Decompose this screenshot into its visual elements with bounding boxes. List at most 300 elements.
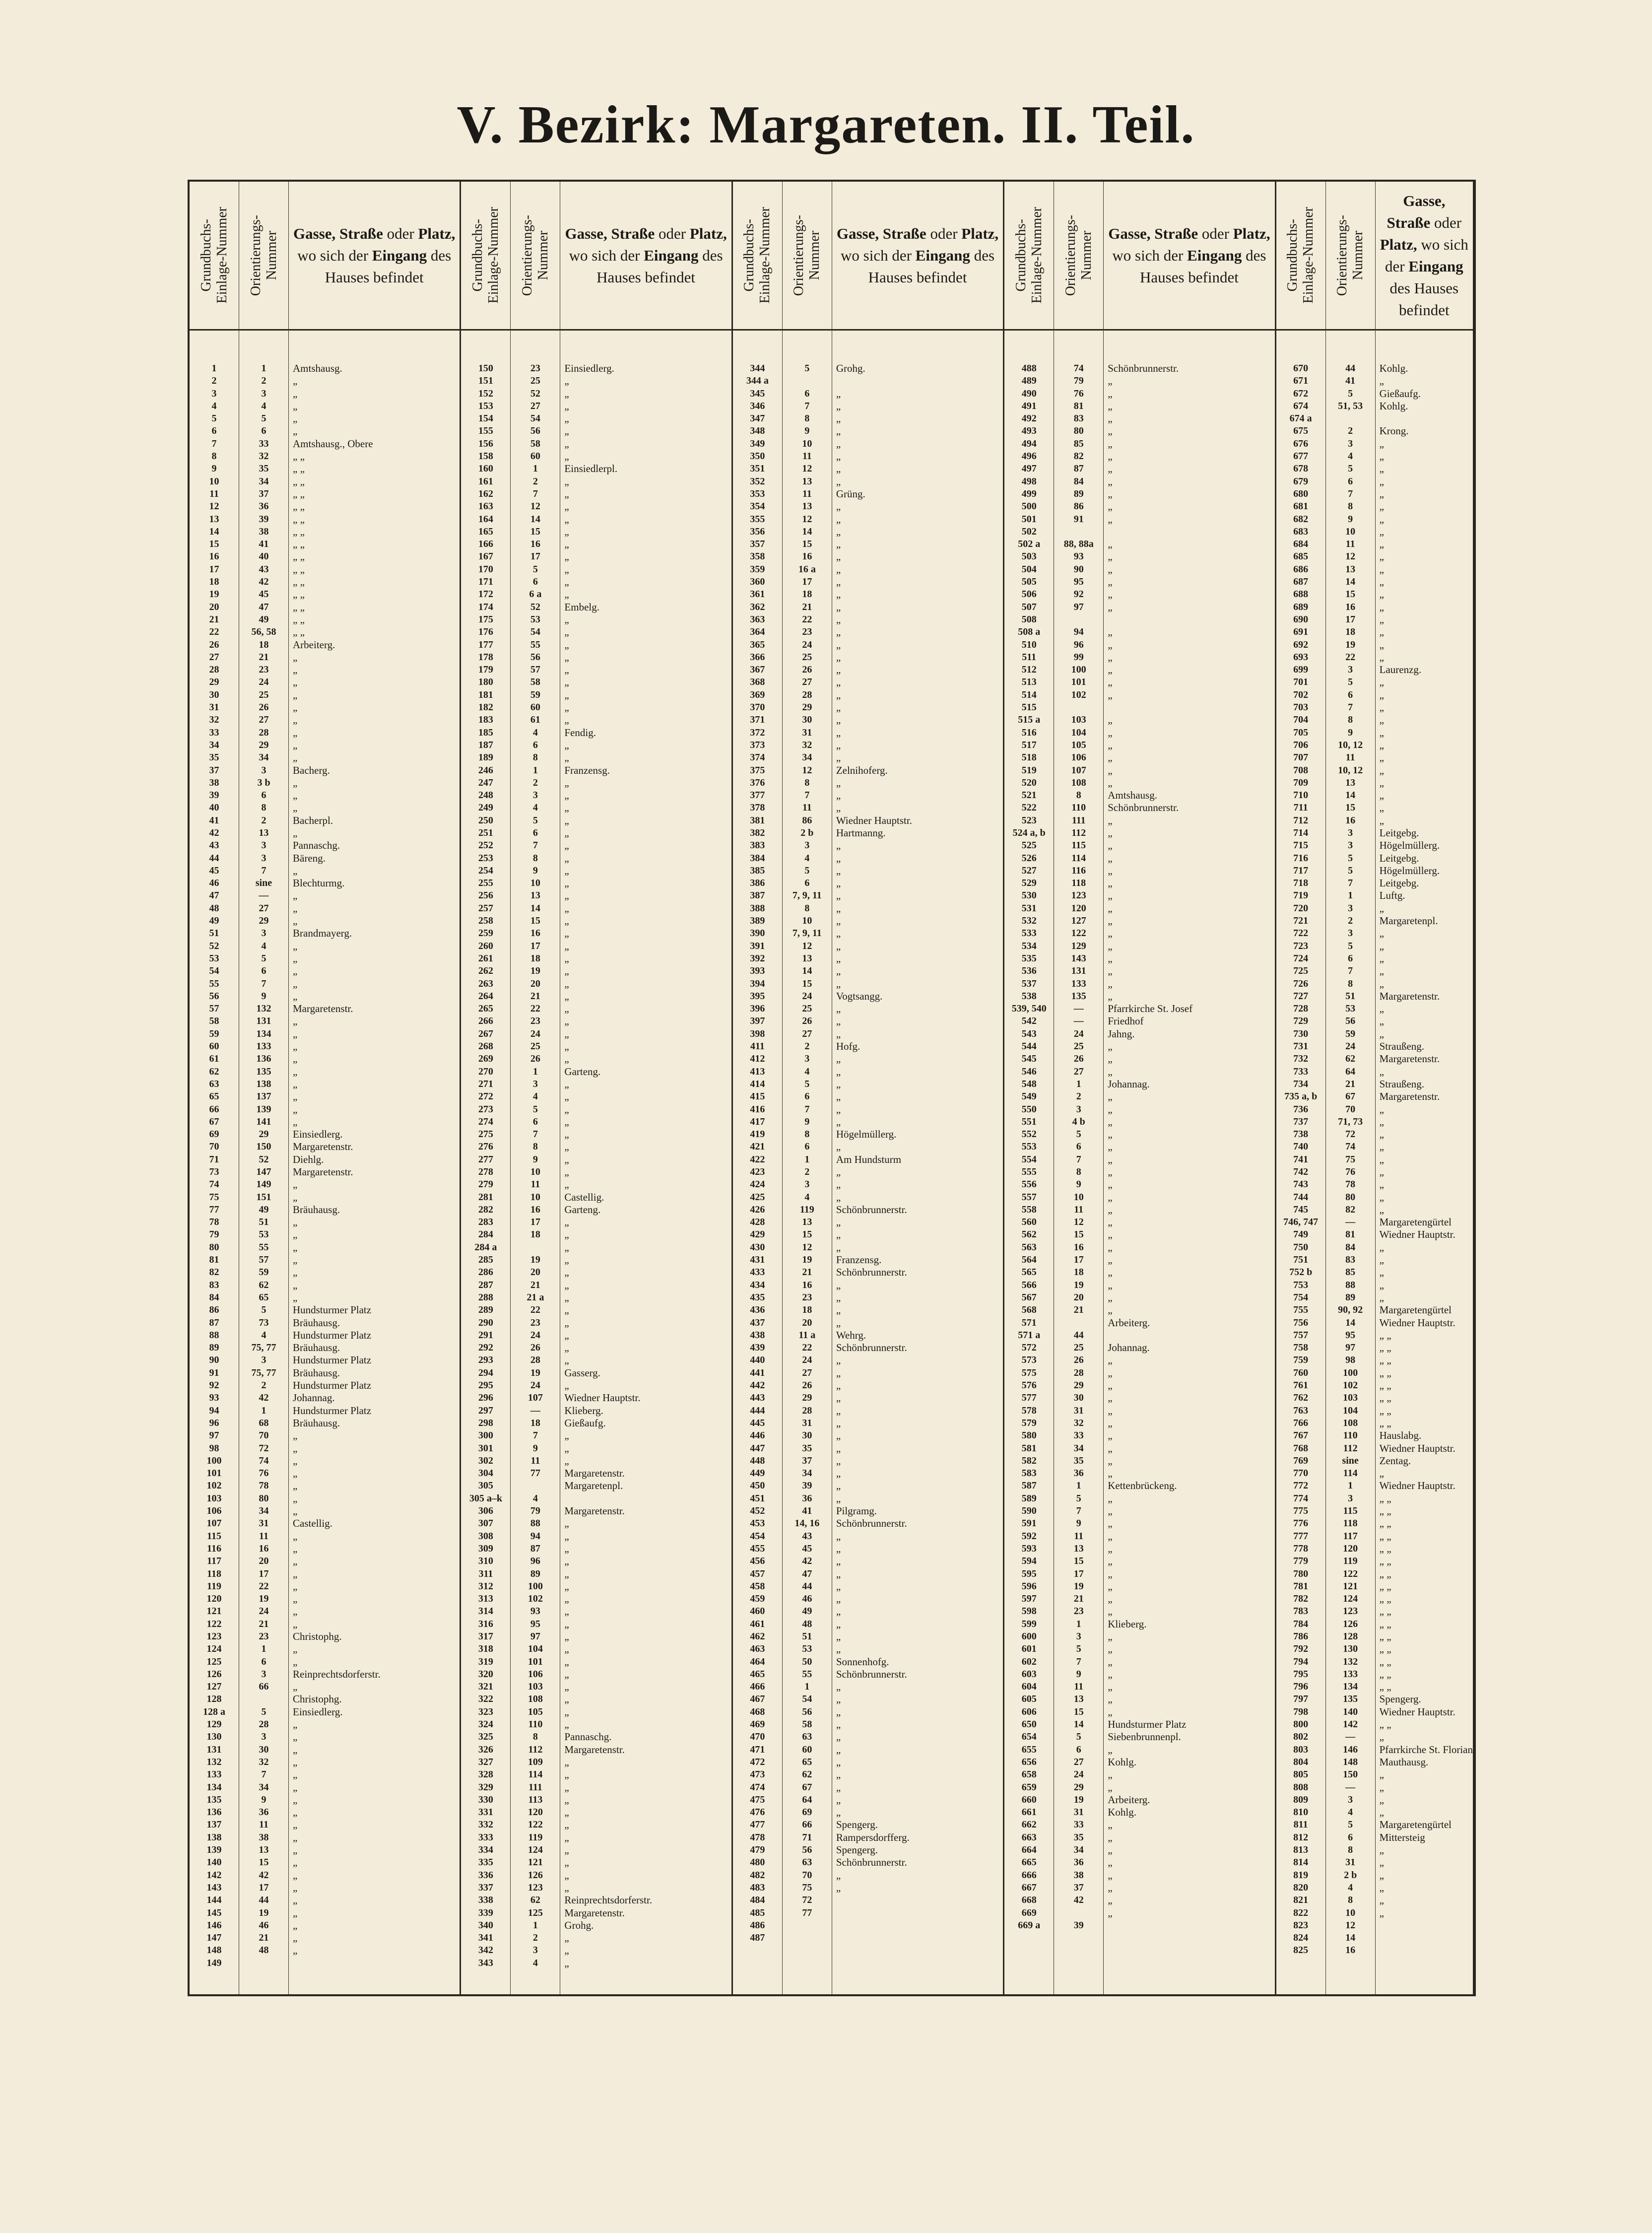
orientierung-number: 6	[1076, 1744, 1081, 1755]
street-name: „	[836, 776, 841, 789]
orientierung-number: 21	[1073, 1593, 1084, 1605]
einlage-number: 396	[750, 1003, 765, 1015]
street-name: „	[293, 1442, 298, 1454]
einlage-number: 712	[1293, 814, 1309, 826]
orientierung-number: 10, 12	[1338, 764, 1363, 776]
einlage-number: 571 a	[1018, 1329, 1041, 1341]
einlage-number: 479	[750, 1844, 765, 1856]
einlage-number: 344 a	[746, 375, 769, 387]
orientierung-number: 31	[1073, 1405, 1084, 1416]
street-column	[289, 182, 460, 1994]
einlage-number: 353	[750, 488, 765, 499]
street-name: „ „	[293, 525, 305, 538]
street-name: „	[1379, 1128, 1384, 1141]
street-name: „	[293, 688, 298, 701]
address-table	[188, 180, 1476, 1996]
einlage-number: 753	[1293, 1279, 1309, 1290]
orientierung-number: 122	[1071, 928, 1086, 939]
orientierung-number: 30	[802, 1430, 812, 1441]
street-name: „	[1108, 714, 1113, 726]
orientierung-number: 9	[1076, 1668, 1081, 1680]
einlage-number: 704	[1293, 714, 1309, 726]
einlage-number: 674	[1293, 400, 1309, 411]
orientierung-number: 14	[1345, 1317, 1356, 1328]
einlage-number: 332	[478, 1819, 493, 1830]
orientierung-number: 72	[802, 1895, 812, 1906]
orientierung-number: 95	[1345, 1329, 1356, 1341]
einlage-number: 305 a–k	[469, 1492, 502, 1504]
orientierung-number: 11	[530, 1455, 540, 1466]
einlage-number: 742	[1293, 1166, 1309, 1177]
orientierung-number: 26	[530, 1053, 540, 1065]
orientierung-number: 56	[802, 1844, 812, 1856]
street-name: „	[293, 1881, 298, 1894]
street-name: „	[836, 676, 841, 688]
orientierung-number: 34	[802, 752, 812, 763]
einlage-number: 589	[1021, 1492, 1037, 1504]
einlage-number: 718	[1293, 878, 1309, 889]
orientierung-number: 53	[259, 1229, 269, 1240]
orientierung-number: 34	[259, 1505, 269, 1517]
orientierung-number: 36	[259, 1807, 269, 1818]
orientierung-number: 32	[1073, 1417, 1084, 1428]
einlage-number: 388	[750, 902, 765, 914]
einlage-number: 463	[750, 1643, 765, 1655]
orientierung-number: 126	[528, 1869, 543, 1881]
einlage-number: 759	[1293, 1354, 1309, 1366]
orientierung-number: 46	[802, 1593, 812, 1605]
street-name: Hundsturmer Platz	[293, 1404, 372, 1417]
street-name: „	[564, 877, 569, 889]
einlage-number: 91	[209, 1367, 219, 1378]
einlage-number: 656	[1021, 1756, 1037, 1767]
orientierung-number: 107	[1071, 764, 1086, 776]
orientierung-number	[783, 375, 832, 387]
orientierung-number: 70	[1345, 1103, 1356, 1115]
orientierung-number: 62	[1345, 1053, 1356, 1065]
street-name: „	[1108, 1279, 1113, 1291]
einlage-number: 662	[1021, 1819, 1037, 1830]
einlage-number: 756	[1293, 1317, 1309, 1328]
orientierung-number: 82	[1345, 1204, 1356, 1215]
street-name: „	[1108, 1655, 1113, 1668]
street-name: „	[293, 1731, 298, 1743]
orientierung-number: 104	[528, 1643, 543, 1655]
einlage-number: 373	[750, 739, 765, 750]
orientierung-number: 22	[259, 1580, 269, 1592]
einlage-number: 94	[209, 1405, 219, 1416]
orientierung-number: 25	[802, 1003, 812, 1015]
street-name: „	[836, 425, 841, 437]
orientierung-number: 39	[259, 513, 269, 525]
street-name: „	[836, 626, 841, 638]
street-name: „	[1108, 651, 1113, 663]
einlage-number: 56	[209, 990, 219, 1002]
orientierung-number: 22	[530, 1304, 540, 1316]
street-name: „	[564, 1216, 569, 1228]
orientierung-number: 7	[1076, 1505, 1081, 1517]
orientierung-column	[1054, 182, 1104, 1994]
street-name: „	[1108, 1354, 1113, 1366]
orientierung-number: 24	[259, 1606, 269, 1617]
orientierung-number: 26	[1073, 1053, 1084, 1065]
street-header	[832, 182, 1003, 331]
street-name: „	[836, 1216, 841, 1228]
orientierung-number: 16	[530, 928, 540, 939]
orientierung-number: 4	[532, 1091, 538, 1102]
street-name: „	[564, 1718, 569, 1731]
einlage-number: 297	[478, 1405, 493, 1416]
einlage-number: 719	[1293, 890, 1309, 901]
orientierung-number: 15	[1345, 802, 1356, 813]
orientierung-number: 85	[1345, 1267, 1356, 1278]
orientierung-number: 12	[530, 501, 540, 512]
street-name: Margaretenstr.	[564, 1743, 625, 1756]
street-header-label: Gasse, Straße oder Platz, wo sich der Eingang des Hauses befindet	[293, 224, 456, 286]
street-name: „	[293, 1053, 298, 1065]
einlage-number: 795	[1293, 1668, 1309, 1680]
orientierung-number: 2	[1348, 425, 1353, 437]
einlage-number: 768	[1293, 1442, 1309, 1454]
einlage-number: 740	[1293, 1141, 1309, 1152]
street-name: „	[564, 1768, 569, 1781]
street-name: „ „	[293, 613, 305, 625]
street-name: „	[564, 563, 569, 575]
orientierung-header	[1326, 182, 1375, 331]
orientierung-number: 50	[802, 1656, 812, 1667]
einlage-number: 355	[750, 513, 765, 525]
street-name: „	[836, 525, 841, 538]
einlage-number: 476	[750, 1807, 765, 1818]
orientierung-number: 23	[530, 1317, 540, 1328]
street-name: „	[564, 776, 569, 789]
einlage-number: 776	[1293, 1518, 1309, 1529]
einlage-number: 448	[750, 1455, 765, 1466]
orientierung-number-list	[1054, 331, 1103, 1994]
einlage-number: 178	[478, 651, 493, 663]
street-name: „	[564, 1555, 569, 1567]
orientierung-number: 35	[259, 463, 269, 474]
orientierung-number: 24	[259, 677, 269, 688]
street-name: „	[564, 1166, 569, 1178]
einlage-number: 521	[1021, 790, 1037, 801]
orientierung-number: 51	[1345, 990, 1356, 1002]
orientierung-number: 79	[1073, 375, 1084, 387]
street-name: „	[293, 1844, 298, 1856]
street-name: „	[293, 802, 298, 814]
street-name: „	[564, 739, 569, 751]
einlage-number: 272	[478, 1091, 493, 1102]
einlage-number: 12	[209, 501, 219, 512]
street-name: „	[836, 1090, 841, 1103]
orientierung-number: 4	[1348, 1882, 1353, 1893]
street-name: „	[293, 1618, 298, 1630]
street-name: „	[1108, 1304, 1113, 1316]
orientierung-number: 80	[1073, 425, 1084, 437]
street-name: Gießaufg.	[564, 1417, 606, 1429]
street-name: „	[836, 1869, 841, 1881]
einlage-number: 551	[1021, 1116, 1037, 1127]
street-name: Amtshausg.	[1108, 789, 1157, 802]
orientierung-column	[1326, 182, 1376, 1994]
einlage-number: 302	[478, 1455, 493, 1466]
orientierung-number: 9	[532, 1442, 538, 1454]
orientierung-number: 101	[1071, 677, 1086, 688]
street-name: Leitgebg.	[1379, 826, 1419, 839]
street-name: „ „	[1379, 1567, 1391, 1580]
street-name: Bacherg.	[293, 764, 330, 776]
street-name: „	[564, 1304, 569, 1316]
einlage-number: 435	[750, 1291, 765, 1303]
orientierung-number: 37	[1073, 1882, 1084, 1893]
street-name: „	[836, 513, 841, 525]
einlage-number: 688	[1293, 589, 1309, 600]
einlage-number: 416	[750, 1103, 765, 1115]
orientierung-number: 82	[1073, 451, 1084, 462]
einlage-number: 669	[1021, 1907, 1037, 1918]
orientierung-number: 30	[802, 714, 812, 726]
orientierung-number: 1	[261, 363, 266, 374]
einlage-number: 467	[750, 1693, 765, 1705]
orientierung-number: 14	[530, 513, 540, 525]
einlage-number: 722	[1293, 928, 1309, 939]
einlage-number: 326	[478, 1744, 493, 1755]
street-name: „	[293, 1027, 298, 1040]
einlage-number: 458	[750, 1580, 765, 1592]
einlage-number: 823	[1293, 1919, 1309, 1931]
einlage-number: 488	[1021, 363, 1037, 374]
street-name: Schönbrunnerstr.	[836, 1203, 907, 1216]
street-name: Klieberg.	[1108, 1618, 1147, 1630]
orientierung-number: 4	[1348, 1807, 1353, 1818]
einlage-number: 526	[1021, 852, 1037, 864]
column-group-5	[1276, 182, 1473, 1994]
einlage-number: 162	[478, 488, 493, 499]
einlage-number: 473	[750, 1769, 765, 1780]
einlage-number: 492	[1021, 413, 1037, 424]
orientierung-number: 13	[1345, 563, 1356, 575]
einlage-number: 678	[1293, 463, 1309, 474]
einlage-number: 602	[1021, 1656, 1037, 1667]
orientierung-number: 58	[530, 677, 540, 688]
street-name: „ „	[293, 538, 305, 550]
street-name	[1108, 1329, 1274, 1342]
street-name: „	[1379, 601, 1384, 613]
street-name: Margaretenpl.	[1379, 915, 1438, 927]
street-name: „	[1379, 726, 1384, 739]
einlage-number: 378	[750, 802, 765, 813]
einlage-number: 685	[1293, 551, 1309, 562]
orientierung-number: 5	[261, 1706, 266, 1717]
orientierung-number: 104	[1343, 1405, 1358, 1416]
street-name: „	[1108, 375, 1113, 387]
street-name: „	[564, 839, 569, 852]
street-name: „	[293, 1254, 298, 1266]
orientierung-number: 135	[1071, 990, 1086, 1002]
orientierung-number: 55	[259, 1241, 269, 1253]
orientierung-number: 38	[259, 1831, 269, 1843]
orientierung-number-list	[1326, 331, 1375, 1994]
orientierung-number: sine	[255, 878, 272, 889]
orientierung-number: 114	[528, 1769, 543, 1780]
einlage-number: 61	[209, 1053, 219, 1065]
orientierung-number: 45	[802, 1543, 812, 1554]
orientierung-number: 5	[1076, 1492, 1081, 1504]
einlage-number: 674 a	[1289, 413, 1312, 424]
street-name: „	[1108, 1203, 1113, 1216]
orientierung-number: 12	[1345, 1919, 1356, 1931]
street-name: „	[564, 1530, 569, 1542]
einlage-number: 566	[1021, 1279, 1037, 1290]
street-name: „	[293, 1681, 298, 1693]
street-name: „	[1379, 701, 1384, 714]
einlage-number: 755	[1293, 1304, 1309, 1316]
street-name: „	[1379, 487, 1384, 500]
street-name: „	[564, 1630, 569, 1642]
einlage-number: 165	[478, 526, 493, 537]
einlage-number: 679	[1293, 475, 1309, 487]
einlage-number: 29	[209, 677, 219, 688]
einlage-number: 65	[209, 1091, 219, 1102]
einlage-number: 415	[750, 1091, 765, 1102]
einlage-number: 367	[750, 664, 765, 676]
einlage-number: 301	[478, 1442, 493, 1454]
street-name: Wiedner Hauptstr.	[1379, 1228, 1455, 1241]
orientierung-number: 23	[1073, 1606, 1084, 1617]
street-name: „	[1108, 751, 1113, 764]
street-name: „	[836, 940, 841, 952]
street-name: „	[293, 425, 298, 437]
einlage-number: 579	[1021, 1417, 1037, 1428]
orientierung-number: 34	[1073, 1442, 1084, 1454]
einlage-number: 661	[1021, 1807, 1037, 1818]
einlage-number: 28	[209, 664, 219, 676]
orientierung-number: 3	[261, 1731, 266, 1743]
street-name: „	[293, 1542, 298, 1555]
orientierung-number: 72	[1345, 1129, 1356, 1140]
orientierung-number: 21	[259, 1618, 269, 1629]
einlage-number: 681	[1293, 501, 1309, 512]
orientierung-number: 56	[802, 1706, 812, 1717]
orientierung-number: 35	[802, 1442, 812, 1454]
einlage-number: 714	[1293, 827, 1309, 838]
orientierung-number: 15	[802, 539, 812, 550]
street-name: „	[1108, 990, 1113, 1002]
street-name: Diehlg.	[293, 1153, 324, 1165]
einlage-number: 322	[478, 1693, 493, 1705]
street-name: „	[1108, 638, 1113, 651]
einlage-number: 520	[1021, 777, 1037, 788]
orientierung-number: 107	[528, 1392, 543, 1404]
street-name: „	[1108, 688, 1113, 701]
einlage-number: 336	[478, 1869, 493, 1881]
orientierung-number: 54	[530, 626, 540, 638]
street-name: Franzensg.	[564, 764, 610, 776]
street-name: Franzensg.	[836, 1254, 882, 1266]
orientierung-number: 53	[802, 1643, 812, 1655]
orientierung-number: 3	[261, 840, 266, 851]
orientierung-number: 105	[1071, 739, 1086, 750]
orientierung-number: 31	[802, 1417, 812, 1428]
einlage-number: 557	[1021, 1191, 1037, 1203]
einlage-number: 606	[1021, 1706, 1037, 1717]
street-name: „	[564, 664, 569, 676]
orientierung-number: 7	[804, 790, 810, 801]
orientierung-number: 15	[1073, 1706, 1084, 1717]
einlage-number: 180	[478, 677, 493, 688]
einlage-number: 96	[209, 1417, 219, 1428]
orientierung-number: 13	[1073, 1543, 1084, 1554]
orientierung-number: 15	[1073, 1229, 1084, 1240]
einlage-number: 573	[1021, 1354, 1037, 1366]
einlage-number: 514	[1021, 689, 1037, 700]
street-name: „	[1379, 1467, 1384, 1480]
orientierung-number: 134	[256, 1028, 271, 1039]
street-name: „	[293, 965, 298, 977]
orientierung-number: 70	[802, 1869, 812, 1881]
orientierung-number: 84	[1073, 475, 1084, 487]
street-name: „	[1379, 626, 1384, 638]
einlage-number: 702	[1293, 689, 1309, 700]
einlage-number: 101	[206, 1468, 222, 1479]
street-name: „	[1379, 1203, 1384, 1216]
street-name: „	[836, 1316, 841, 1329]
orientierung-number: 8	[804, 413, 810, 424]
einlage-number: 507	[1021, 601, 1037, 612]
street-name: „	[293, 1040, 298, 1053]
street-name: „	[564, 990, 569, 1002]
einlage-number: 335	[478, 1857, 493, 1868]
street-name: „	[1108, 475, 1113, 487]
orientierung-number: 28	[530, 1354, 540, 1366]
einlage-number: 778	[1293, 1543, 1309, 1554]
einlage-number: 364	[750, 626, 765, 638]
einlage-number: 730	[1293, 1028, 1309, 1039]
orientierung-number: 9	[804, 1116, 810, 1127]
einlage-number: 774	[1293, 1492, 1309, 1504]
einlage-number: 269	[478, 1053, 493, 1065]
einlage-number: 501	[1021, 513, 1037, 525]
street-name: „	[836, 1417, 841, 1429]
orientierung-number: 80	[1345, 1191, 1356, 1203]
street-name: „	[1379, 437, 1384, 450]
einlage-number: 274	[478, 1116, 493, 1127]
street-name: „	[1379, 927, 1384, 940]
street-name: „ „	[1379, 1555, 1391, 1567]
einlage-number: 148	[206, 1945, 222, 1956]
einlage-number: 723	[1293, 940, 1309, 951]
street-name: Hauslabg.	[1379, 1429, 1422, 1442]
orientierung-number: 75	[1345, 1153, 1356, 1165]
einlage-number: 283	[478, 1217, 493, 1228]
orientierung-number: 39	[802, 1480, 812, 1491]
orientierung-number: 16 a	[798, 563, 816, 575]
street-name: „	[564, 375, 569, 387]
street-name: „	[836, 864, 841, 877]
orientierung-number: 26	[802, 1380, 812, 1391]
orientierung-number: 20	[802, 1317, 812, 1328]
street-name: „	[836, 1304, 841, 1316]
orientierung-number: 8	[1348, 501, 1353, 512]
einlage-number: 21	[209, 613, 219, 625]
orientierung-number: 3	[1348, 664, 1353, 676]
street-name: „	[1108, 1580, 1113, 1592]
einlage-number: 736	[1293, 1103, 1309, 1115]
orientierung-number: 106	[528, 1668, 543, 1680]
einlage-number: 88	[209, 1329, 219, 1341]
street-column	[1376, 182, 1473, 1994]
einlage-number: 250	[478, 814, 493, 826]
